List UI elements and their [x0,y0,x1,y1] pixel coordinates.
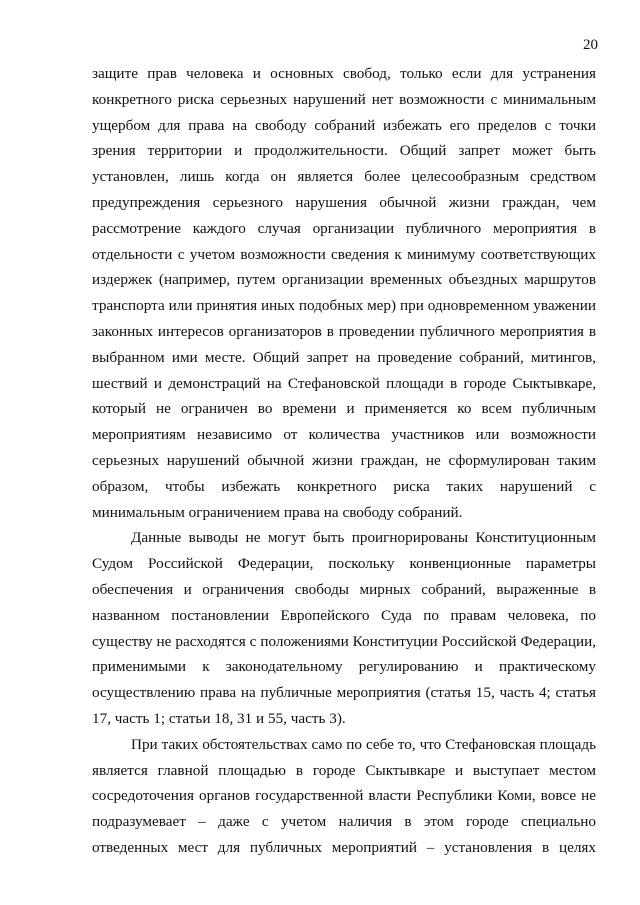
paragraph-constitutional-court: Данные выводы не могут быть проигнорированы Конституционным Судом Российской Федерации, поскольку конвенционные параметры обеспечения и ограничения свободы мирных собраний, выраженные в названном постановлении Европейского Суда по правам человека, по существу не расходятся с положениями Конституции Российской Федерации, применимыми к законодательному регулированию и практическому осуществлению права на публичные мероприятия (статья 15, часть 4; статья 17, часть 1; статьи 18, 31 и 55, часть 3). [92,529,596,727]
paragraph-stefanovskaya-square: При таких обстоятельствах само по себе то, что Стефановская площадь является главной площадью в городе Сыктывкаре и выступает местом сосредоточения органов государственной власти Республики Коми, вовсе не подразумевает – даже с учетом наличия в этом городе специально отведенных мест для публичных мероприятий – установления в целях [92,735,596,856]
body-text [92,61,596,861]
paragraph-continuation: защите прав человека и основных свобод, только если для устранения конкретного риска серьезных нарушений нет возможности с минимальным ущербом для права на свободу собраний избежать его пределов с точки зрения территории и продолжительности. Общий запрет может быть установлен, лишь когда он является более целесообразным средством предупреждения серьезного нарушения обычной жизни граждан, чем рассмотрение каждого случая организации публичного мероприятия в отдельности с учетом возможности сведения к минимуму соответствующих издержек (например, путем организации временных объездных маршрутов транспорта или принятия иных подобных мер) при одновременном уважении законных интересов организаторов в проведении публичного мероприятия в выбранном ими месте. Общий запрет на проведение собраний, митингов, шествий и демонстраций на Стефановской площади в городе Сыктывкаре, который не ограничен во времени и применяется ко всем публичным мероприятиям независимо от количества участников или возможности серьезных нарушений обычной жизни граждан, не сформулирован таким образом, чтобы избежать конкретного риска таких нарушений с минимальным ограничением права на свободу собраний. [92,65,596,521]
page-number: 20 [583,37,598,53]
